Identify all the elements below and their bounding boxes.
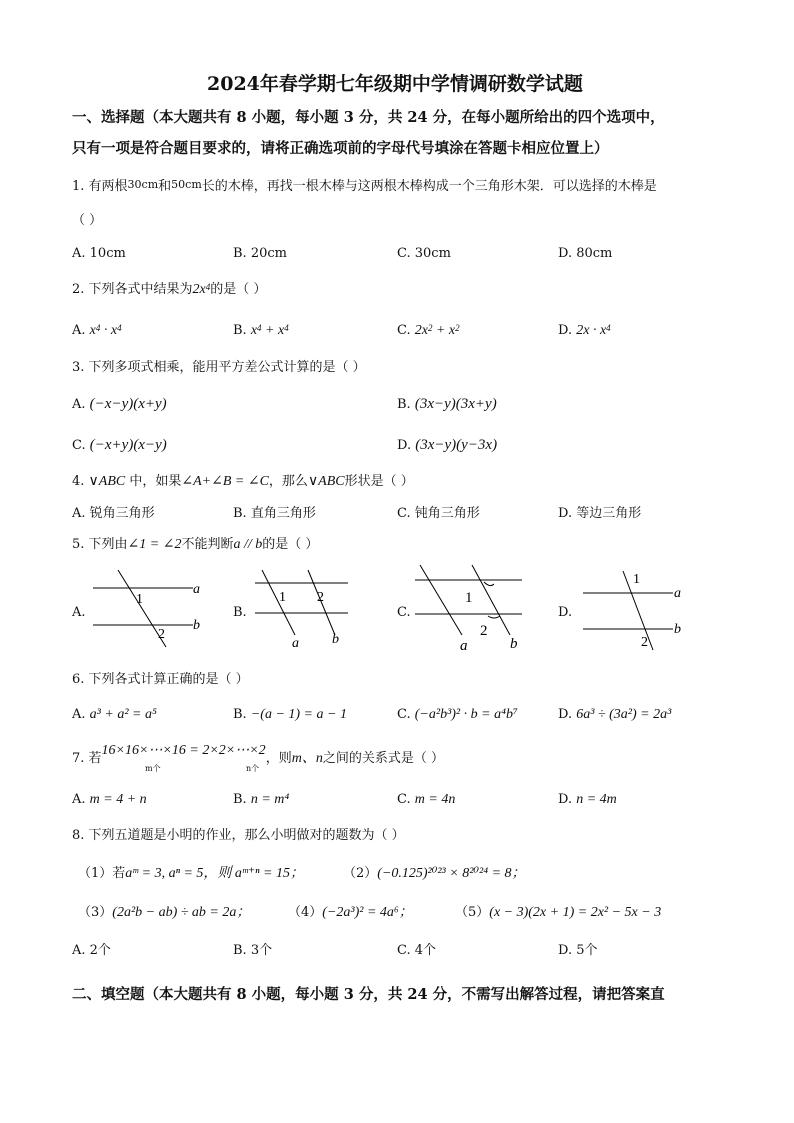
q4-option-a[interactable]: A. 锐角三角形 <box>72 506 155 521</box>
q6-option-b[interactable]: B. −(a − 1) = a − 1 <box>233 707 347 722</box>
svg-text:a: a <box>193 582 200 597</box>
section2-header-line1: 二、填空题（本大题共有 8 小题，每小题 3 分，共 24 分，不需写出解答过程，请把答案直 <box>72 986 665 1003</box>
q2-option-a[interactable]: A. $x^4 \cdot x^4$ <box>72 323 122 338</box>
q1-option-d[interactable]: D. 80cm <box>558 246 613 261</box>
q5-option-d[interactable]: D. <box>558 605 573 620</box>
svg-text:1: 1 <box>279 590 286 605</box>
q5-option-a[interactable]: A. <box>72 605 86 620</box>
q8-option-c[interactable]: C. 4个 <box>397 943 437 958</box>
q8-item-2: （2）(−0.125)²⁰²³ × 8²⁰²⁴ = 8； <box>343 866 526 881</box>
question-2-stem: 2. 下列各式中结果为$2x^4$的是（ ） <box>72 282 267 297</box>
q5-condition: ∠1 = ∠2 <box>127 537 182 552</box>
svg-text:a: a <box>674 586 681 601</box>
q8-option-a[interactable]: A. 2个 <box>72 943 111 958</box>
q4-option-b[interactable]: B. 直角三角形 <box>233 506 316 521</box>
svg-text:b: b <box>510 636 518 652</box>
q8-item-4: （4）(−2a³)² = 4a⁶； <box>288 905 413 920</box>
q4-option-c[interactable]: C. 钝角三角形 <box>397 506 480 521</box>
svg-text:2: 2 <box>158 627 165 642</box>
svg-text:b: b <box>332 632 339 647</box>
question-8-stem: 8. 下列五道题是小明的作业，那么小明做对的题数为（ ） <box>72 828 405 843</box>
q7-under-m: m个 <box>145 764 161 773</box>
page-title: 2024年春学期七年级期中学情调研数学试题 <box>207 73 583 95</box>
q1-option-c[interactable]: C. 30cm <box>397 246 451 261</box>
q2-option-c[interactable]: C. $2x^2 + x^2$ <box>397 323 460 338</box>
svg-text:b: b <box>674 622 681 637</box>
svg-text:b: b <box>193 618 200 633</box>
q5-figure-d <box>578 565 693 653</box>
q7-under-n: n个 <box>246 764 260 773</box>
question-1-paren: （ ） <box>72 213 103 228</box>
q5-figure-c <box>410 560 530 655</box>
q7-option-b[interactable]: B. n = m⁴ <box>233 792 290 807</box>
q8-item-5: （5）(x − 3)(2x + 1) = 2x² − 5x − 3 <box>455 905 662 920</box>
q2-target-expr: $2x^4$ <box>192 282 211 297</box>
q3-option-b[interactable]: B. (3x−y)(3x+y) <box>397 396 497 412</box>
question-4-stem: 4. ∨ABC 中，如果∠A+∠B = ∠C，那么∨ABC形状是（ ） <box>72 474 414 489</box>
q8-item-1: （1）若aᵐ = 3, aⁿ = 5，则 aᵐ⁺ⁿ = 15； <box>78 866 305 881</box>
svg-text:1: 1 <box>136 592 143 607</box>
section1-header-line1: 一、选择题（本大题共有 8 小题，每小题 3 分，共 24 分，在每小题所给出的四个选项中， <box>72 109 665 126</box>
q5-figure-b <box>250 565 360 650</box>
svg-text:a: a <box>460 638 468 654</box>
section1-header-line2: 只有一项是符合题目要求的，请将正确选项前的字母代号填涂在答题卡相应位置上） <box>72 140 609 157</box>
q4-triangle-2: ∨ABC <box>307 474 345 489</box>
q1-length-30: 30cm <box>127 178 159 191</box>
q4-option-d[interactable]: D. 等边三角形 <box>558 506 642 521</box>
svg-text:2: 2 <box>480 623 488 639</box>
question-6-stem: 6. 下列各式计算正确的是（ ） <box>72 672 249 687</box>
svg-text:a: a <box>292 636 299 650</box>
q5-figure-a <box>88 565 213 650</box>
q5-option-b[interactable]: B. <box>233 605 247 620</box>
q5-parallel: a // b <box>233 537 263 552</box>
q5-option-c[interactable]: C. <box>397 605 411 620</box>
q2-option-b[interactable]: B. $x^4 + x^4$ <box>233 323 289 338</box>
svg-text:2: 2 <box>317 590 324 605</box>
q3-option-d[interactable]: D. (3x−y)(y−3x) <box>397 437 498 453</box>
q8-option-b[interactable]: B. 3个 <box>233 943 273 958</box>
q3-option-c[interactable]: C. (−x+y)(x−y) <box>72 437 167 453</box>
q6-option-a[interactable]: A. a³ + a² = a⁵ <box>72 707 157 722</box>
q4-triangle: ∨ABC <box>88 474 126 489</box>
question-5-stem: 5. 下列由∠1 = ∠2不能判断a // b的是（ ） <box>72 537 319 552</box>
q6-option-c[interactable]: C. (−a²b³)² · b = a⁴b⁷ <box>397 707 518 722</box>
q7-option-d[interactable]: D. n = 4m <box>558 792 617 807</box>
q7-expression: 16×16×⋯×16 = 2×2×⋯×2 <box>101 743 266 758</box>
q6-option-d[interactable]: D. 6a³ ÷ (3a²) = 2a³ <box>558 707 672 722</box>
svg-text:1: 1 <box>633 572 640 587</box>
q8-item-3: （3）(2a²b − ab) ÷ ab = 2a； <box>78 905 251 920</box>
q1-length-50: 50cm <box>171 178 202 191</box>
question-7-stem: 7. 若16×16×⋯×16 = 2×2×⋯×2，则m、n之间的关系式是（ ） <box>72 743 444 766</box>
svg-text:1: 1 <box>465 590 473 606</box>
question-1-stem: 1. 有两根$^{30cm}$和$^{50cm}$长的木棒，再找一根木棒与这两根木棒构成一个三角形木架．可以选择的木棒是 <box>72 178 657 194</box>
q1-option-a[interactable]: A. 10cm <box>72 246 126 261</box>
q1-option-b[interactable]: B. 20cm <box>233 246 287 261</box>
q3-option-a[interactable]: A. (−x−y)(x+y) <box>72 396 167 412</box>
question-3-stem: 3. 下列多项式相乘，能用平方差公式计算的是（ ） <box>72 360 366 375</box>
q8-option-d[interactable]: D. 5个 <box>558 943 598 958</box>
q7-option-c[interactable]: C. m = 4n <box>397 792 456 807</box>
svg-text:2: 2 <box>641 635 648 650</box>
q2-option-d[interactable]: D. $2x \cdot x^4$ <box>558 323 611 338</box>
q7-option-a[interactable]: A. m = 4 + n <box>72 792 147 807</box>
q4-condition: ∠A+∠B = ∠C <box>181 474 269 489</box>
